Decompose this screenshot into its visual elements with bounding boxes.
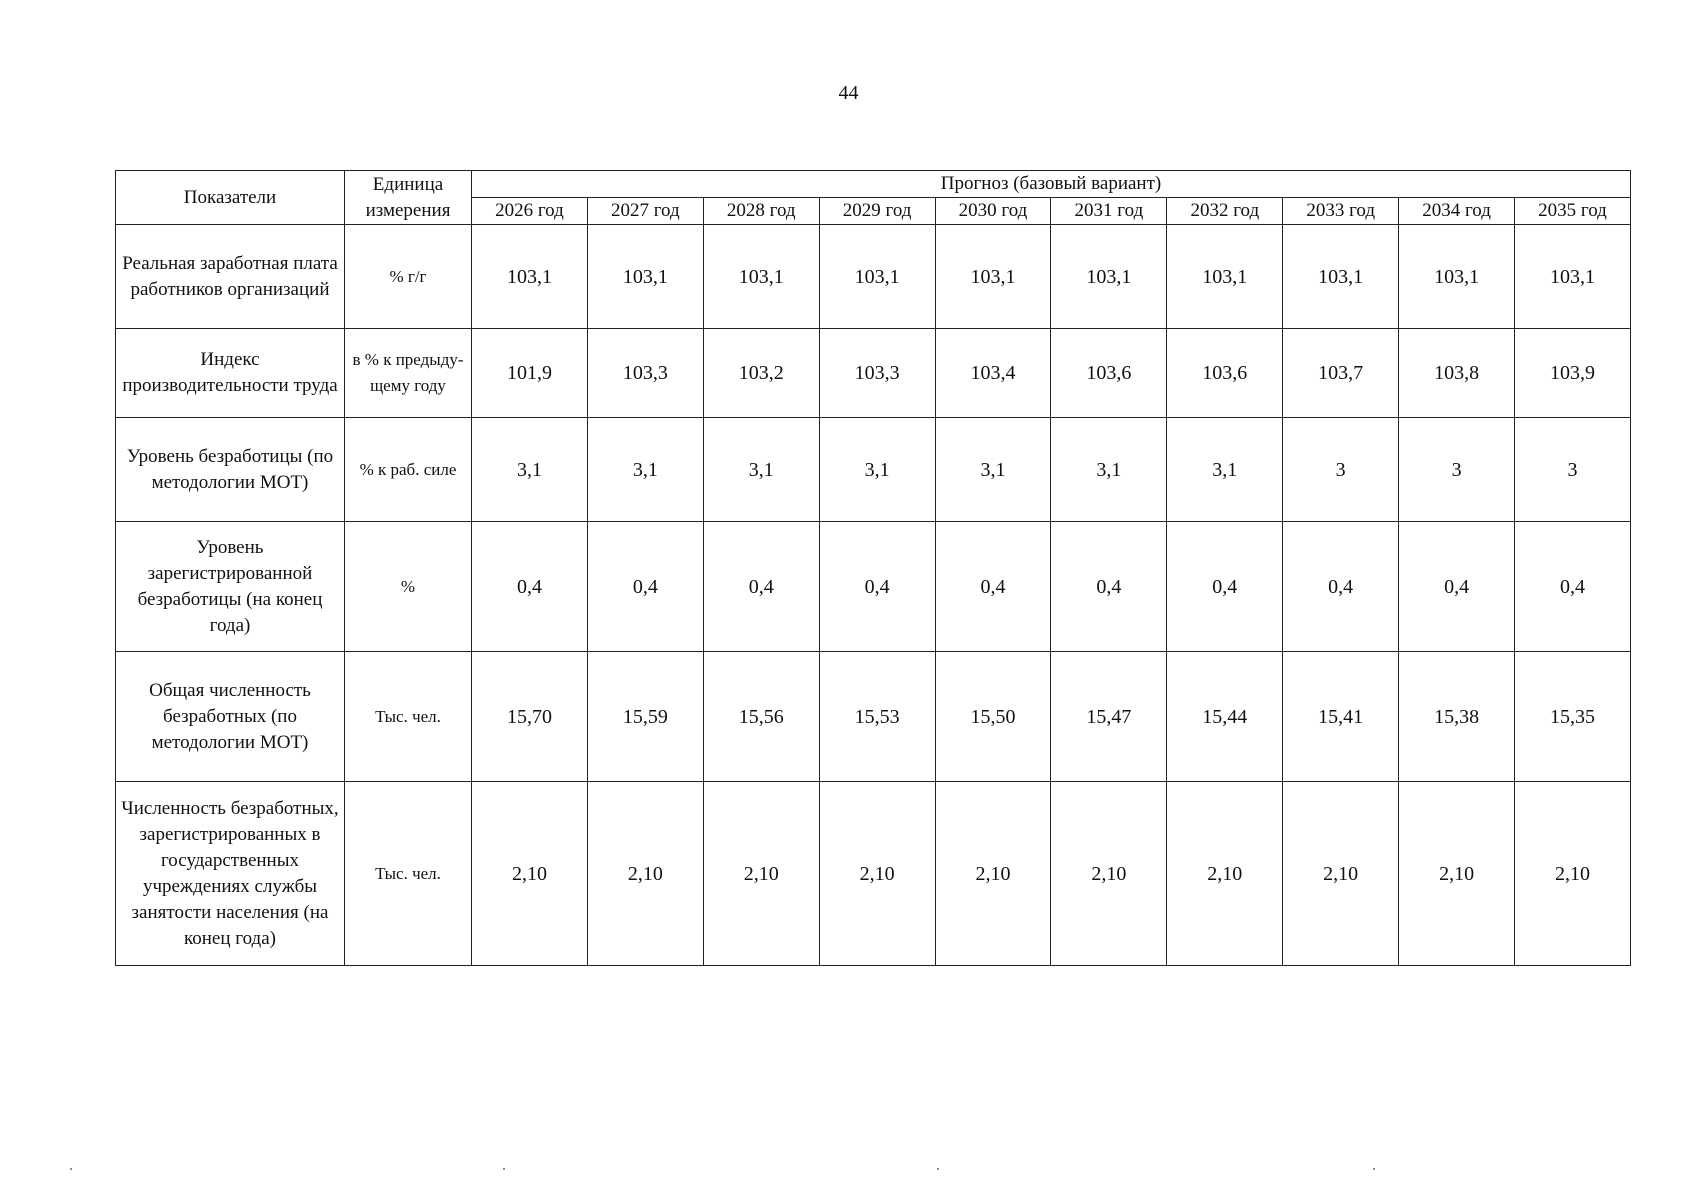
header-row-top (116, 171, 1631, 198)
value-cell: 15,41 (1283, 652, 1399, 782)
value-cell: 103,1 (1167, 225, 1283, 329)
value-cell: 15,50 (935, 652, 1051, 782)
indicator-cell: Численность безработных, зарегистрированных в государственных учреждениях службы занятости населения (на конец года) (116, 782, 345, 966)
year-header: 2026 год (472, 198, 588, 225)
value-cell: 103,4 (935, 329, 1051, 418)
value-cell: 2,10 (935, 782, 1051, 966)
value-cell: 0,4 (472, 522, 588, 652)
value-cell: 0,4 (1515, 522, 1631, 652)
year-header: 2035 год (1515, 198, 1631, 225)
year-header: 2029 год (819, 198, 935, 225)
value-cell: 15,35 (1515, 652, 1631, 782)
value-cell: 103,2 (703, 329, 819, 418)
value-cell: 0,4 (703, 522, 819, 652)
unit-cell: в % к предыду-щему году (345, 329, 472, 418)
value-cell: 0,4 (1283, 522, 1399, 652)
value-cell: 103,1 (1515, 225, 1631, 329)
value-cell: 3,1 (935, 418, 1051, 522)
value-cell: 103,1 (703, 225, 819, 329)
value-cell: 103,1 (587, 225, 703, 329)
year-header: 2031 год (1051, 198, 1167, 225)
value-cell: 103,1 (472, 225, 588, 329)
value-cell: 103,1 (1399, 225, 1515, 329)
scan-speck (1373, 1168, 1375, 1170)
value-cell: 103,6 (1051, 329, 1167, 418)
forecast-header: Прогноз (базовый вариант) (472, 171, 1631, 198)
value-cell: 2,10 (1399, 782, 1515, 966)
value-cell: 2,10 (1051, 782, 1167, 966)
value-cell: 0,4 (587, 522, 703, 652)
page-number: 44 (838, 82, 859, 104)
value-cell: 3,1 (472, 418, 588, 522)
indicator-cell: Индекс производительности труда (116, 329, 345, 418)
scan-speck (937, 1168, 939, 1170)
year-header: 2032 год (1167, 198, 1283, 225)
value-cell: 0,4 (819, 522, 935, 652)
value-cell: 2,10 (587, 782, 703, 966)
indicator-cell: Реальная заработная плата работников организаций (116, 225, 345, 329)
value-cell: 103,1 (819, 225, 935, 329)
unit-cell: Тыс. чел. (345, 652, 472, 782)
value-cell: 103,3 (819, 329, 935, 418)
value-cell: 2,10 (1515, 782, 1631, 966)
table-row (116, 225, 1631, 329)
unit-cell: % (345, 522, 472, 652)
year-header: 2028 год (703, 198, 819, 225)
value-cell: 3,1 (587, 418, 703, 522)
unit-cell: % г/г (345, 225, 472, 329)
indicator-cell: Общая численность безработных (по методологии МОТ) (116, 652, 345, 782)
value-cell: 2,10 (703, 782, 819, 966)
value-cell: 103,1 (935, 225, 1051, 329)
value-cell: 15,56 (703, 652, 819, 782)
value-cell: 15,53 (819, 652, 935, 782)
year-header: 2034 год (1399, 198, 1515, 225)
value-cell: 15,44 (1167, 652, 1283, 782)
scan-speck (503, 1168, 505, 1170)
value-cell: 101,9 (472, 329, 588, 418)
value-cell: 3,1 (819, 418, 935, 522)
unit-header: Единица измерения (345, 171, 472, 225)
value-cell: 15,59 (587, 652, 703, 782)
table-row (116, 782, 1631, 966)
indicator-cell: Уровень безработицы (по методологии МОТ) (116, 418, 345, 522)
scan-speck (70, 1168, 72, 1170)
value-cell: 103,8 (1399, 329, 1515, 418)
value-cell: 0,4 (1399, 522, 1515, 652)
value-cell: 3 (1399, 418, 1515, 522)
value-cell: 103,1 (1051, 225, 1167, 329)
value-cell: 15,70 (472, 652, 588, 782)
year-header: 2033 год (1283, 198, 1399, 225)
value-cell: 103,7 (1283, 329, 1399, 418)
indicator-cell: Уровень зарегистрированной безработицы (на конец года) (116, 522, 345, 652)
table-row (116, 522, 1631, 652)
value-cell: 103,1 (1283, 225, 1399, 329)
table-row (116, 418, 1631, 522)
value-cell: 2,10 (1283, 782, 1399, 966)
value-cell: 3,1 (1167, 418, 1283, 522)
value-cell: 2,10 (472, 782, 588, 966)
value-cell: 3 (1515, 418, 1631, 522)
indicator-header: Показатели (116, 171, 345, 225)
table-row (116, 329, 1631, 418)
value-cell: 0,4 (1167, 522, 1283, 652)
value-cell: 15,47 (1051, 652, 1167, 782)
year-header: 2027 год (587, 198, 703, 225)
value-cell: 0,4 (935, 522, 1051, 652)
table-row (116, 652, 1631, 782)
value-cell: 103,6 (1167, 329, 1283, 418)
value-cell: 0,4 (1051, 522, 1167, 652)
value-cell: 103,3 (587, 329, 703, 418)
value-cell: 3,1 (1051, 418, 1167, 522)
value-cell: 103,9 (1515, 329, 1631, 418)
unit-cell: Тыс. чел. (345, 782, 472, 966)
value-cell: 2,10 (1167, 782, 1283, 966)
value-cell: 3 (1283, 418, 1399, 522)
value-cell: 15,38 (1399, 652, 1515, 782)
unit-cell: % к раб. силе (345, 418, 472, 522)
forecast-table (115, 170, 1631, 966)
value-cell: 3,1 (703, 418, 819, 522)
year-header: 2030 год (935, 198, 1051, 225)
value-cell: 2,10 (819, 782, 935, 966)
